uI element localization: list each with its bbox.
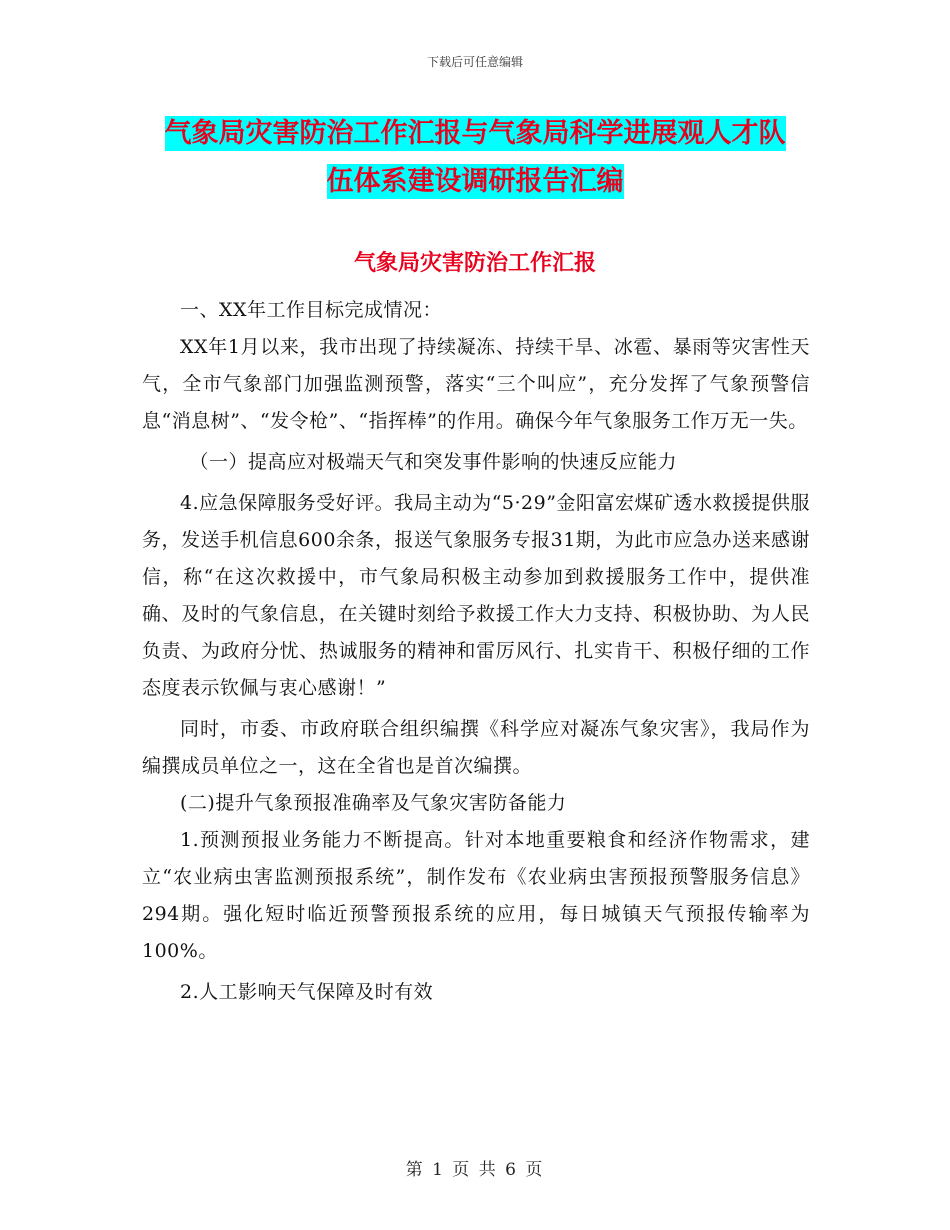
paragraph-forecast-ability: 1.预测预报业务能力不断提高。针对本地重要粮食和经济作物需求，建立“农业病虫害监测预报系统”，制作发布《农业病虫害预报预警服务信息》294期。强化短时临近预警预报系统的应用，每日城镇天气预报传输率为100%。 <box>142 829 810 962</box>
paragraph-goal-heading: 一、XX年工作目标完成情况： <box>180 299 443 321</box>
paragraph-subheading-2: (二)提升气象预报准确率及气象灾害防备能力 <box>180 792 567 814</box>
paragraph-overview: XX年1月以来，我市出现了持续凝冻、持续干旱、冰雹、暴雨等灾害性天气，全市气象部门加强监测预警，落实“三个叫应”，充分发挥了气象预警信息“消息树”、“发令枪”、“指挥棒”的作用。确保今年气象服务工作万无一失。 <box>142 336 810 432</box>
header-note: 下载后可任意编辑 <box>426 55 523 69</box>
document-body <box>142 292 810 1011</box>
document-title-line-1: 气象局灾害防治工作汇报与气象局科学进展观人才队 <box>164 118 786 149</box>
paragraph-compilation: 同时，市委、市政府联合组织编撰《科学应对凝冻气象灾害》，我局作为编撰成员单位之一，这在全省也是首次编撰。 <box>142 718 810 777</box>
section-title: 气象局灾害防治工作汇报 <box>353 251 596 276</box>
page-number: 第 1 页 共 6 页 <box>405 1160 545 1180</box>
paragraph-subheading-1: （一）提高应对极端天气和突发事件影响的快速反应能力 <box>189 451 678 473</box>
paragraph-emergency-service: 4.应急保障服务受好评。我局主动为“5·29”金阳富宏煤矿透水救援提供服务，发送手机信息600余条，报送气象服务专报31期，为此市应急办送来感谢信，称“在这次救援中，市气象局积极主动参加到救援服务工作中，提供准确、及时的气象信息，在关键时刻给予救援工作大力支持、积极协助、为人民负责、为政府分忧、热诚服务的精神和雷厉风行、扎实肯干、积极仔细的工作态度表示钦佩与衷心感谢！” <box>142 492 810 699</box>
document-title <box>140 110 810 206</box>
document-title-line-2: 伍体系建设调研报告汇编 <box>326 166 624 197</box>
paragraph-weather-modification: 2.人工影响天气保障及时有效 <box>180 981 434 1003</box>
